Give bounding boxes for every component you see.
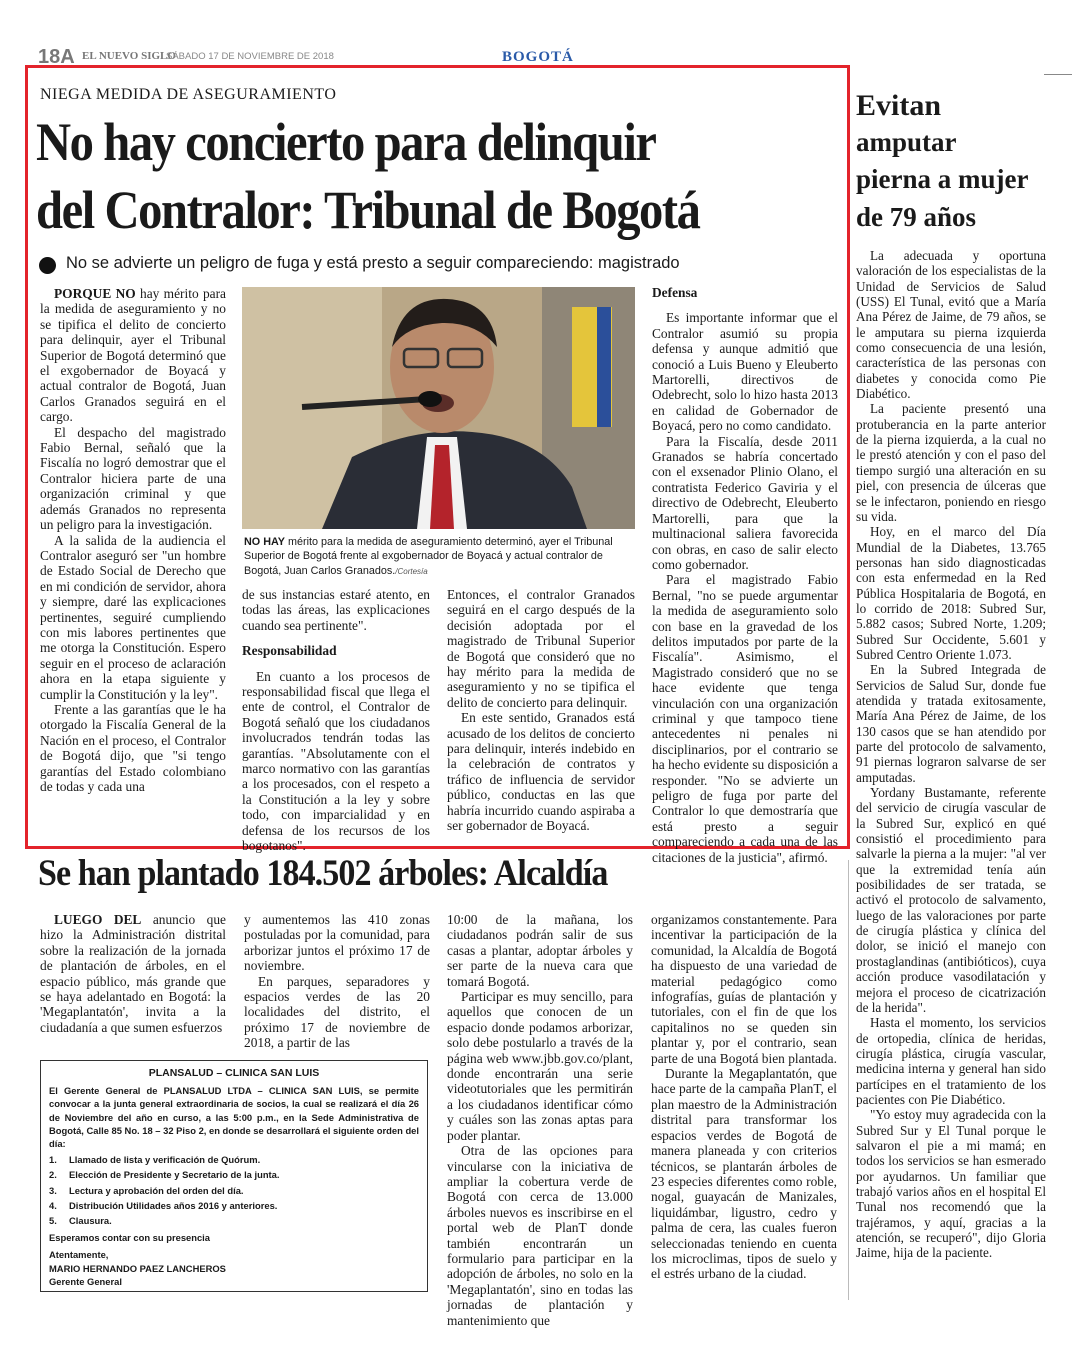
main-col-1 [40,286,226,794]
page-number: 18A [38,46,75,68]
paragraph: de sus instancias estaré atento, en todas las áreas, las explicaciones cuando sea pertinente". [242,587,430,633]
title-line-1: No hay concierto para delinquir [36,112,656,172]
paragraph: y aumentemos las 410 zonas postuladas por la comunidad, para arborizar juntos el próximo 17 de noviembre. [244,912,430,974]
article-subtitle: No se advierte un peligro de fuga y está presto a seguir compareciendo: magistrado [66,254,680,272]
paragraph: A la salida de la audiencia el Contralor aseguró ser "un hombre de Estado Social de Derecho que en mi condición de servidor, ahora y siempre, daré las explicaciones pertinentes, seguiré cumpliendo con mis labores pertinentes que me otorga la Constitución. Espero seguir en el proceso de aclaración ahora en la etapa siguiente y cumplir la Constitución y la ley". [40,532,226,702]
paragraph: Participar es muy sencillo, para aquellos que conocen de un espacio donde podamos arborizar, solo debe postularlo a través de la página web www.jbb.gov.co/plant, donde encontrarán una serie videotutoriales que les permitirán a los ciudadanos identificar cómo y cuáles son las zonas aptas para poder plantar. [447,989,633,1143]
paragraph: En la Subred Integrada de Servicios de Salud Sur, donde fue atendida y tratada exitosamente, María Ana Pérez de Jaime, de los 130 casos que se han atendido por parte del protocolo de salvamento, 91 piernas lograron salvarse de ser amputadas. [856,662,1046,785]
trees-article-title: Se han plantado 184.502 árboles: Alcaldía [38,853,608,894]
main-col-2 [242,587,430,854]
paragraph: Para el magistrado Fabio Bernal, "no se puede argumentar la medida de aseguramiento solo con base en la gravedad de los delitos imputados por parte de la Fiscalía". Asimismo, el Magistrado consideró que no se hace evidente que tenga vinculación con una organización criminal y que tampoco tiene antecedentes ni penales ni disciplinarios, por el contrario se ha hecho evidente su disposición a responder. "No se advierte un peligro de fuga por parte del Contralor lo que demostraría que está presto a seguir compareciendo a cada una de las citaciones de la justicia", afirmó. [652,572,838,865]
trees-col-3 [447,912,633,1328]
issue-date: SÁBADO 17 DE NOVIEMBRE DE 2018 [166,51,334,62]
notice-title: PLANSALUD – CLINICA SAN LUIS [148,1067,320,1079]
paragraph: La paciente presentó una protuberancia en la parte anterior de la pierna izquierda, a la cual no le prestó atención y con el paso del tiempo surgió una alteración en su piel, con presencia de úlceras que se le infectaron, poniendo en riesgo su vida. [856,401,1046,524]
notice-intro: El Gerente General de PLANSALUD LTDA – CLINICA SAN LUIS, se permite convocar a la junta general extraordinaria de socios, la cual se realizará el día 26 de Noviembre del año en curso, a las 5:00 p.m., en la Sede Administrativa de Bogotá, Calle 85 No. 18 – 32 Piso 2, en donde se desarrollará el siguiente orden del día: [49,1085,419,1150]
side-title-line-4: de 79 años [856,202,977,232]
paragraph: En este sentido, Granados está acusado de los delitos de concierto para delinquir, interés indebido en la celebración de contratos y tráfico de influencia de servidor público, conductas en las que habría incurrido cuando aspiraba a ser gobernador de Boyacá. [447,710,635,834]
side-title-line-3: pierna a mujer [856,164,1029,194]
paragraph: El despacho del magistrado Fabio Bernal, señaló que la Fiscalía no logró demostrar que el Contralor hiciera parte de una organización criminal y que además Granados no representa un peligro para la investigación. [40,424,226,533]
side-title-line-2: amputar [856,127,957,157]
paragraph: Yordany Bustamante, referente del servicio de cirugía vascular de la Subred Sur, explicó en qué consistió el procedimiento para salvarle la pierna a la mujer: "al ver que la extremidad tenía aún posibilidades de ser tratada, se activó el protocolo de salvamento, luego de las valoraciones por parte de cirugía plástica y clínica del dolor, se inició el manejo con prostaglandinas (antibióticos), cuya acción produce vasodilatación y mejora el proceso de cicatrización de la herida". [856,785,1046,1015]
notice-sign-1: Atentamente, [49,1249,109,1261]
paragraph: LUEGO DEL anuncio que hizo la Administración distrital sobre la realización de la jornada de plantación de árboles, en el espacio público, más grande que se haya adelantado en Bogotá: la 'Megaplantatón', invita a la ciudadanía a que sumen esfuerzos [40,912,226,1035]
notice-sign-3: Gerente General [49,1275,122,1287]
paragraph: PORQUE NO hay mérito para la medida de aseguramiento y no se tipifica el delito de concierto para delinquir, ayer el Tribunal Superior de Bogotá determinó que el exgobernador de Boyacá y actual contralor de Bogotá, Juan Carlos Granados seguirá en el cargo. [40,286,227,425]
article-title [36,108,756,244]
side-title-line-1: Evitan [856,89,942,122]
subhead-defensa: Defensa [652,285,698,300]
agenda-item: 1. Llamado de lista y verificación de Quórum. [49,1154,261,1166]
subhead-responsabilidad: Responsabilidad [242,643,337,659]
notice-closing: Esperamos contar con su presencia [49,1232,211,1244]
section-name: BOGOTÁ [502,49,574,65]
portrait-image [242,287,635,529]
main-col-3 [447,587,635,834]
paragraph: Entonces, el contralor Granados seguirá en el cargo después de la decisión adoptada por el magistrado de Tribunal Superior de Bogotá que consideró que no hay mérito para la medida de aseguramiento y no se tipifica el delito de concierto para delinquir. [447,587,635,710]
title-line-2: del Contralor: Tribunal de Bogotá [36,180,700,240]
side-article-title [856,88,1056,236]
main-col-4 [652,285,838,865]
paragraph: Durante la Megaplantatón, que hace parte de la campaña PlanT, el plan maestro de la Administración distrital para transformar los espacios verdes de Bogotá de manera planeada y con criterios técnicos, se plantarán árboles de 23 especies diferentes como roble, nogal, guayacán de Manizales, liquidámbar, ligustro, cedro y palma de cera, las cuales fueron seleccionadas teniendo en cuenta los microclimas, tipos de suelo y el estrés urbano de la ciudad. [651,1066,837,1282]
paragraph: organizamos constantemente. Para incentivar la participación de la comunidad, la Alcaldía de Bogotá ha dispuesto de una variedad de material pedagógico como infografías, guías de plantación y tutoriales, con el fin de que los capitalinos no se queden sin plantar y, por el contrario, sean parte de una Bogotá bien plantada. [651,912,837,1066]
paragraph: 10:00 de la mañana, los ciudadanos podrán salir de sus casas a plantar, adoptar árboles y ser parte de la nueva cara que tomará Bogotá. [447,912,633,989]
subtitle-bullet-icon [39,257,56,274]
agenda-item: 2. Elección de Presidente y Secretario de la junta. [49,1169,280,1181]
header-rule [1044,74,1072,75]
legal-notice [40,1060,428,1292]
photo-credit: /Cortesía [395,566,428,576]
trees-col-4 [651,912,837,1282]
paragraph: Es importante informar que el Contralor asumió su propia defensa y aunque admitió que conoció a Luis Bueno y Eleuberto Martorelli, directivos de Odebrecht, solo lo hizo hasta 2013 en calidad de Gobernador de Boyacá, pero no como candidato. [652,310,838,434]
agenda-item: 5. Clausura. [49,1215,112,1227]
notice-sign-2: MARIO HERNANDO PAEZ LANCHEROS [49,1262,226,1274]
article-kicker: NIEGA MEDIDA DE ASEGURAMIENTO [40,86,337,103]
article-photo [242,287,635,529]
paragraph: Hoy, en el marco del Día Mundial de la Diabetes, 13.765 personas han sido diagnosticadas con esta enfermedad en la Red Pública Hospitalaria de Bogotá, en lo corrido de 2018: Subred Sur, 5.882 casos; Subred Norte, 1.209; Subred Sur Occidente, 5.601 y Subred Centro Oriente 1.073. [856,524,1046,662]
paragraph: "Yo estoy muy agradecida con la Subred Sur y El Tunal porque le salvaron el pie a mi mamá; en todos los servicios se han esmerado por ayudarnos. Un familiar que trabajó varios años en el hospital El Tunal nos recomendó que la trajéramos, y aquí, gracias a la atención, se recuperó", dijo Gloria Jaime, hija de la paciente. [856,1107,1046,1261]
agenda-item: 3. Lectura y aprobación del orden del día. [49,1184,244,1196]
side-article-body [856,248,1046,1261]
paragraph: Otra de las opciones para vincularse con la iniciativa de ampliar la cobertura verde de Bogotá con cerca de 13.000 árboles nuevos es inscribirse en el portal web de PlanT donde también encontrarán un formulario para participar en la adopción de árboles, no solo en la 'Megaplantatón', sino en todas las jornadas de plantación y mantenimiento que [447,1143,633,1328]
paragraph: Frente a las garantías que le ha otorgado la Fiscalía General de la Nación en el proceso, el Contralor de Bogotá dijo, que "si tengo garantías del Estado colombiano de todas y cada una [40,701,226,794]
paragraph: Para la Fiscalía, desde 2011 Granados se habría concertado con el exsenador Plinio Olano, el contratista Federico Gaviria y el directivo de Odebrecht, Eleuberto Martorelli, para que la multinacional saliera favorecida con obras, en caso de salir electo como gobernador. [652,433,838,572]
paragraph: Hasta el momento, los servicios de ortopedia, clínica de heridas, cirugía plástica, cirugía vascular, medicina interna y general han sido partícipes en el tratamiento de los pacientes con Pie Diabético. [856,1015,1046,1107]
trees-col-2 [244,912,430,1051]
paragraph: La adecuada y oportuna valoración de los especialistas de la Unidad de Servicios de Salud (USS) El Tunal, evitó que a María Ana Pérez de Jaime, de 79 años, se le amputara su pierna izquierda como consecuencia de una lesión, característica de las personas con diabetes y conocida como Pie Diabético. [856,248,1046,402]
newspaper-name: EL NUEVO SIGLO [82,50,176,62]
paragraph: En parques, separadores y espacios verdes de las 20 localidades del distrito, el próximo 17 de noviembre de 2018, a partir de las [244,973,430,1051]
paragraph: En cuanto a los procesos de responsabilidad fiscal que llega el ente de control, el Contralor de Bogotá señaló que los ciudadanos involucrados tendrán todas las garantías. "Absolutamente con el marco normativo con las garantías a los procesados, con el respeto a la Constitución a la ley y sobre todo, con imparcialidad y en defensa de los recursos de los bogotanos". [242,668,430,854]
trees-col-1 [40,912,226,1035]
photo-caption: NO HAY mérito para la medida de aseguramiento determinó, ayer el Tribunal Superior de Bogotá frente al exgobernador de Boyacá y actual contralor de Bogotá, Juan Carlos Granados./Cortesía [244,536,613,577]
agenda-item: 4. Distribución Utilidades años 2016 y anteriores. [49,1199,278,1211]
column-divider [848,860,849,1300]
